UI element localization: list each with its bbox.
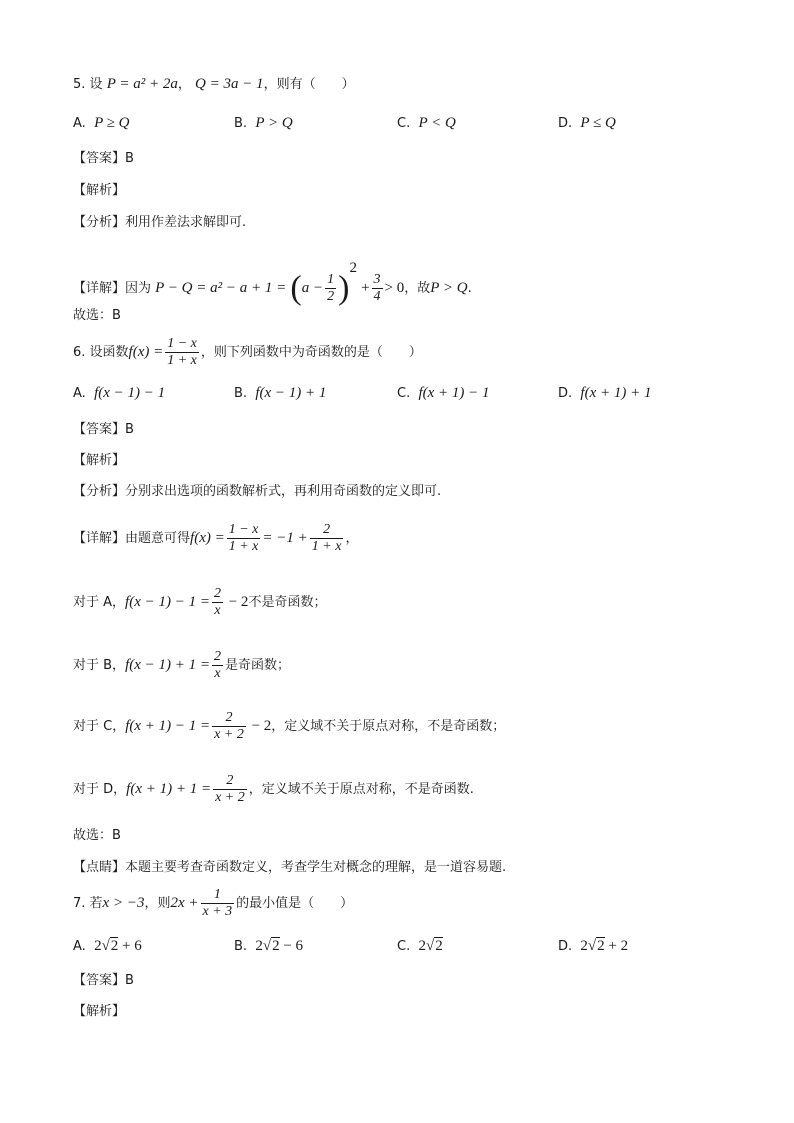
q5-select: 故选：B [73,308,121,323]
q6-case-c: 对于 C，f(x + 1) − 1 = $\frac{2}{x + 2}$ − 2，定义域不关于原点对称，不是奇函数； [73,710,506,742]
q5-detail: 【详解】因为 P − Q = a² − a + 1 = (a − $\frac{1}{2}$ )$^2$ + $\frac{3}{4}$ > 0，故P > Q. [73,260,472,307]
q5-sep: ， [177,77,191,92]
q5-p-expr: P = a² + 2a [106,76,178,92]
q5-fenxi: 【分析】利用作差法求解即可. [73,215,247,230]
q5-q-expr: Q = 3a − 1 [194,76,264,92]
q6-detail: 【详解】由题意可得f(x) = $\frac{1 - x}{1 + x}$ = −1 + $\frac{2}{1 + x}$ ， [73,522,359,554]
q5-analysis-heading: 【解析】 [73,183,126,198]
q5-option-d: D. P ≤ Q [558,115,616,131]
q6-case-d: 对于 D，f(x + 1) + 1 = $\frac{2}{x + 2}$ ，定义域不关于原点对称，不是奇函数. [73,773,474,805]
q6-select: 故选：B [73,828,121,843]
q6-case-b: 对于 B，f(x − 1) + 1 = $\frac{2}{x}$ 是奇函数； [73,649,291,681]
q5-option-c: C. P < Q [397,115,456,131]
q5-option-a: A. P ≥ Q [73,115,130,131]
q7-option-d: D. 2√2 + 2 [558,938,629,954]
q5-answer: 【答案】B [73,151,134,166]
q6-case-a: 对于 A，f(x − 1) − 1 = $\frac{2}{x}$ − 2不是奇函数； [73,586,327,618]
q7-stem: 7. 若x > −3，则2x + $\frac{1}{x + 3}$ 的最小值是（ ） [73,887,354,919]
q6-stem: 6. 设函数f(x) = $\frac{1 - x}{1 + x}$ ，则下列函数中为奇函数的是（ ） [73,336,422,368]
q5-tail: ，则有（ ） [263,77,355,92]
q5-number: 5. 设 [73,77,103,92]
q6-dianjing: 【点睛】本题主要考查奇函数定义，考查学生对概念的理解，是一道容易题. [73,860,507,875]
q6-analysis-heading: 【解析】 [73,453,126,468]
q5-stem [73,74,754,95]
q7-answer: 【答案】B [73,973,134,988]
q6-fenxi: 【分析】分别求出选项的函数解析式，再利用奇函数的定义即可. [73,484,442,499]
q7-option-c: C. 2√2 [397,938,443,954]
q5-option-b: B. P > Q [234,115,293,131]
q6-option-c: C. f(x + 1) − 1 [397,385,490,401]
q7-option-b: B. 2√2 − 6 [234,938,304,954]
q6-option-d: D. f(x + 1) + 1 [558,385,652,401]
q6-answer: 【答案】B [73,422,134,437]
q7-option-a: A. 2√2 + 6 [73,938,142,954]
q7-analysis-heading: 【解析】 [73,1004,126,1019]
q6-option-a: A. f(x − 1) − 1 [73,385,166,401]
q6-option-b: B. f(x − 1) + 1 [234,385,327,401]
